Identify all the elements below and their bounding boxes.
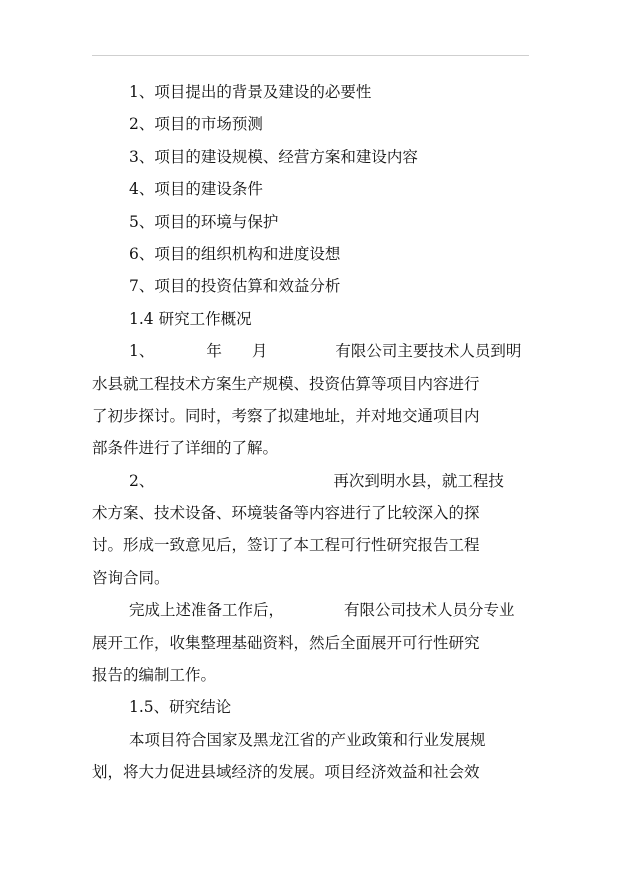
paragraph-line: 咨询合同。: [92, 568, 170, 587]
list-item-4: 4、项目的建设条件: [129, 180, 263, 199]
paragraph-line: 划，将大力促进县域经济的发展。项目经济效益和社会效: [92, 763, 480, 782]
list-item-3: 3、项目的建设规模、经营方案和建设内容: [129, 147, 418, 166]
paragraph-conclusion: [92, 724, 529, 789]
paragraph-line: 本项目符合国家及黑龙江省的产业政策和行业发展规: [129, 730, 486, 749]
header-rule: [92, 55, 529, 56]
paragraph-text: 有限公司主要技术人员到明: [335, 342, 522, 361]
paragraph-line: 术方案、技术设备、环境装备等内容进行了比较深入的探: [92, 504, 480, 523]
list-item-5: 5、项目的环境与保护: [129, 212, 279, 231]
paragraph-work-overview-2: [92, 465, 529, 595]
paragraph-line: [92, 465, 529, 497]
paragraph-line: 水县就工程技术方案生产规模、投资估算等项目内容进行: [92, 374, 480, 393]
paragraph-work-overview-1: [92, 335, 529, 465]
paragraph-line: 部条件进行了详细的了解。: [92, 439, 279, 458]
paragraph-line: 了初步探讨。同时，考察了拟建地址，并对地交通项目内: [92, 406, 480, 425]
paragraph-line: 展开工作，收集整理基础资料，然后全面展开可行性研究: [92, 633, 480, 652]
paragraph-text: 完成上述准备工作后，: [129, 601, 285, 620]
section-heading-1-5: 1.5、研究结论: [129, 698, 232, 717]
paragraph-line: 报告的编制工作。: [92, 666, 217, 685]
list-item-6: 6、项目的组织机构和进度设想: [129, 244, 341, 263]
list-item-1: 1、项目提出的背景及建设的必要性: [129, 83, 372, 101]
paragraph-line: [92, 335, 529, 367]
paragraph-text: 有限公司技术人员分专业: [344, 601, 515, 620]
list-item-2: 2、项目的市场预测: [129, 115, 263, 134]
date-year: 年: [206, 342, 222, 361]
paragraph-work-overview-3: [92, 594, 529, 691]
date-month: 月: [251, 342, 268, 361]
paragraph-number: 1、: [129, 342, 155, 361]
paragraph-text: 再次到明水县，就工程技: [333, 471, 504, 490]
document-body: [92, 76, 529, 789]
paragraph-line: [92, 594, 529, 626]
paragraph-number: 2、: [129, 471, 155, 490]
paragraph-line: 讨。形成一致意见后，签订了本工程可行性研究报告工程: [92, 536, 480, 555]
list-item-7: 7、项目的投资估算和效益分析: [129, 277, 341, 296]
section-heading-1-4: 1.4 研究工作概况: [129, 309, 252, 328]
